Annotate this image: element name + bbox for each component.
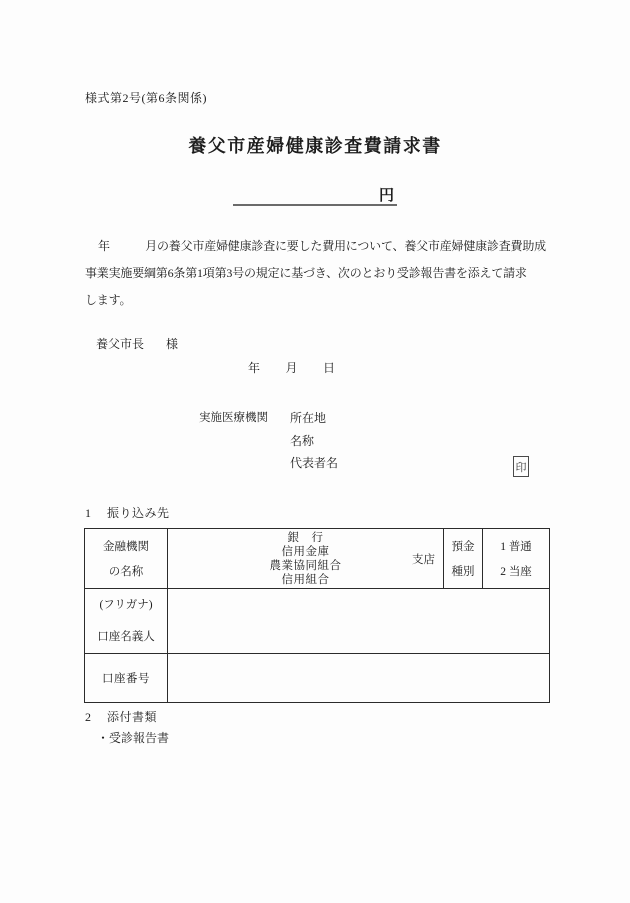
seal-placeholder: 印	[513, 456, 529, 477]
institution-name-header-cell	[85, 529, 168, 589]
institution-name-input-cell[interactable]	[168, 529, 444, 589]
addressee-honorific: 様	[166, 337, 179, 351]
institution-type-options	[270, 531, 342, 587]
institution-type-shinkin: 信用金庫	[281, 545, 330, 558]
request-paragraph	[85, 233, 563, 314]
form-number: 様式第2号(第6条関係)	[85, 91, 207, 105]
account-number-header-cell	[85, 654, 168, 702]
account-number-input-cell[interactable]	[168, 654, 549, 702]
section-2-heading	[85, 710, 157, 725]
account-holder-label: 口座名義人	[97, 631, 155, 643]
section-title: 添付書類	[107, 710, 158, 724]
institution-field-name: 名称	[290, 433, 315, 448]
institution-type-bank: 銀 行	[287, 531, 324, 544]
deposit-option-ordinary: 1 普通	[500, 541, 532, 553]
page-title: 養父市産婦健康診査費請求書	[188, 136, 442, 156]
section-1-heading	[85, 506, 170, 521]
deposit-options-cell[interactable]	[483, 529, 549, 589]
furigana-label: (フリガナ)	[99, 599, 153, 611]
deposit-option-current: 2 当座	[500, 566, 532, 578]
section-title: 振り込み先	[107, 506, 170, 520]
paragraph-line: します。	[85, 293, 132, 307]
institution-name-label-line: 金融機関	[103, 541, 149, 553]
paragraph-line: 事業実施要綱第6条第1項第3号の規定に基づき、次のとおり受診報告書を添えて請求	[85, 266, 527, 280]
deposit-label-line: 種別	[451, 566, 475, 578]
transfer-table	[84, 528, 550, 703]
deposit-type-header-cell	[444, 529, 483, 589]
section-number: 1	[85, 506, 91, 520]
institution-label: 実施医療機関	[199, 412, 268, 424]
currency-label: 円	[378, 187, 394, 204]
attachment-item: ・受診報告書	[97, 731, 170, 745]
institution-name-label-line: の名称	[108, 566, 144, 578]
date-field[interactable]: 年 月 日	[248, 361, 336, 375]
account-holder-header-cell	[85, 589, 168, 654]
account-number-label: 口座番号	[102, 673, 150, 685]
institution-type-agri-coop: 農業協同組合	[269, 559, 342, 572]
institution-field-address: 所在地	[290, 411, 327, 425]
institution-type-credit-union: 信用組合	[281, 573, 330, 586]
section-number: 2	[85, 710, 91, 724]
deposit-label-line: 預金	[451, 541, 475, 553]
account-holder-input-cell[interactable]	[168, 589, 549, 654]
institution-fields	[290, 407, 338, 475]
paragraph-line: 年 月の養父市産婦健康診査に要した費用について、養父市産婦健康診査費助成	[98, 239, 546, 253]
addressee-name: 養父市長	[96, 337, 145, 351]
institution-field-representative: 代表者名	[290, 456, 339, 470]
branch-label: 支店	[412, 553, 435, 566]
amount-field[interactable]	[233, 182, 397, 206]
addressee-line	[96, 337, 178, 352]
